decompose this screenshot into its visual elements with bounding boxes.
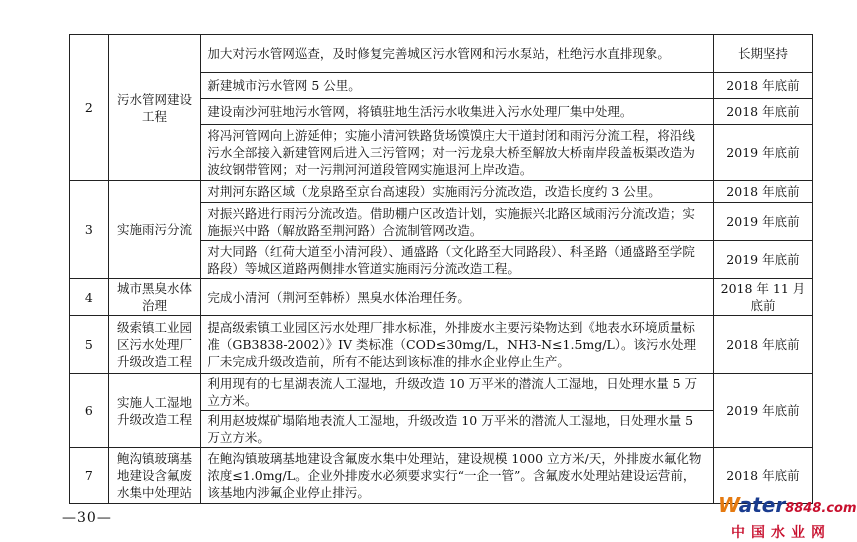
project-name: 实施人工湿地升级改造工程 [108, 374, 201, 448]
table-row [70, 181, 813, 203]
row-number: 4 [70, 279, 109, 316]
measure-text: 利用赵坡煤矿塌陷地表流人工湿地，升级改造 10 万平米的潜流人工湿地，日处理水量 5 万立方米。 [201, 411, 714, 448]
water8848-watermark-logo [718, 493, 857, 542]
table-row [70, 448, 813, 504]
table-row [70, 35, 813, 73]
measure-text: 将冯河管网向上游延伸；实施小清河铁路货场馍馍庄大干道封闭和雨污分流工程，将沿线污水全部接入新建管网后进入三污管网；对一污龙泉大桥至解放大桥南岸段盖板渠改造为波纹钢带管网；对一污荆河河道段管网实施退河上岸改造。 [201, 125, 714, 181]
deadline: 2018 年 11 月底前 [713, 279, 812, 316]
deadline: 2018 年底前 [713, 73, 812, 99]
measure-text: 在鲍沟镇玻璃基地建设含氟废水集中处理站，建设规模 1000 立方米/天，外排废水氟化物浓度≤1.0mg/L。企业外排废水必须要求实行“一企一管”。含氟废水处理站建设运营前，该基地内涉氟企业停止排污。 [201, 448, 714, 504]
project-name: 鲍沟镇玻璃基地建设含氟废水集中处理站 [108, 448, 201, 504]
project-name: 污水管网建设工程 [108, 35, 201, 181]
watermark-brand: Water8848.com [718, 493, 857, 517]
project-name: 实施雨污分流 [108, 181, 201, 279]
deadline: 2018 年底前 [713, 316, 812, 374]
row-number: 6 [70, 374, 109, 448]
table-row [70, 316, 813, 374]
measure-text: 对振兴路进行雨污分流改造。借助棚户区改造计划，实施振兴北路区域雨污分流改造；实施振兴中路（解放路至荆河路）合流制管网改造。 [201, 203, 714, 241]
deadline: 2019 年底前 [713, 125, 812, 181]
project-name: 级索镇工业园区污水处理厂升级改造工程 [108, 316, 201, 374]
row-number: 7 [70, 448, 109, 504]
measure-text: 建设南沙河驻地污水管网，将镇驻地生活污水收集进入污水处理厂集中处理。 [201, 99, 714, 125]
row-number: 5 [70, 316, 109, 374]
deadline: 长期坚持 [713, 35, 812, 73]
measure-text: 对大同路（红荷大道至小清河段）、通盛路（文化路至大同路段）、科圣路（通盛路至学院路段）等城区道路两侧排水管道实施雨污分流改造工程。 [201, 241, 714, 279]
row-number: 3 [70, 181, 109, 279]
row-number: 2 [70, 35, 109, 181]
deadline: 2019 年底前 [713, 203, 812, 241]
deadline: 2019 年底前 [713, 374, 812, 448]
table-row [70, 279, 813, 316]
table-row [70, 374, 813, 411]
measure-text: 利用现有的七星湖表流人工湿地，升级改造 10 万平米的潜流人工湿地，日处理水量 5 万立方米。 [201, 374, 714, 411]
page-number: —30— [62, 510, 112, 526]
measure-text: 对荆河东路区域（龙泉路至京台高速段）实施雨污分流改造，改造长度约 3 公里。 [201, 181, 714, 203]
measure-text: 完成小清河（荆河至韩桥）黑臭水体治理任务。 [201, 279, 714, 316]
deadline: 2018 年底前 [713, 99, 812, 125]
deadline: 2019 年底前 [713, 241, 812, 279]
measure-text: 新建城市污水管网 5 公里。 [201, 73, 714, 99]
measure-text: 提高级索镇工业园区污水处理厂排水标准，外排废水主要污染物达到《地表水环境质量标准（GB3838-2002）》IV 类标准（COD≤30mg/L，NH3-N≤1.5mg/L）。该污水处理厂未完成升级改造前，所有不能达到该标准的排水企业停止生产。 [201, 316, 714, 374]
pollution-plan-table [69, 34, 813, 504]
deadline: 2018 年底前 [713, 181, 812, 203]
watermark-site-name: 中国水业网 [731, 525, 831, 541]
measure-text: 加大对污水管网巡查，及时修复完善城区污水管网和污水泵站，杜绝污水直排现象。 [201, 35, 714, 73]
deadline: 2018 年底前 [713, 448, 812, 504]
project-name: 城市黑臭水体治理 [108, 279, 201, 316]
